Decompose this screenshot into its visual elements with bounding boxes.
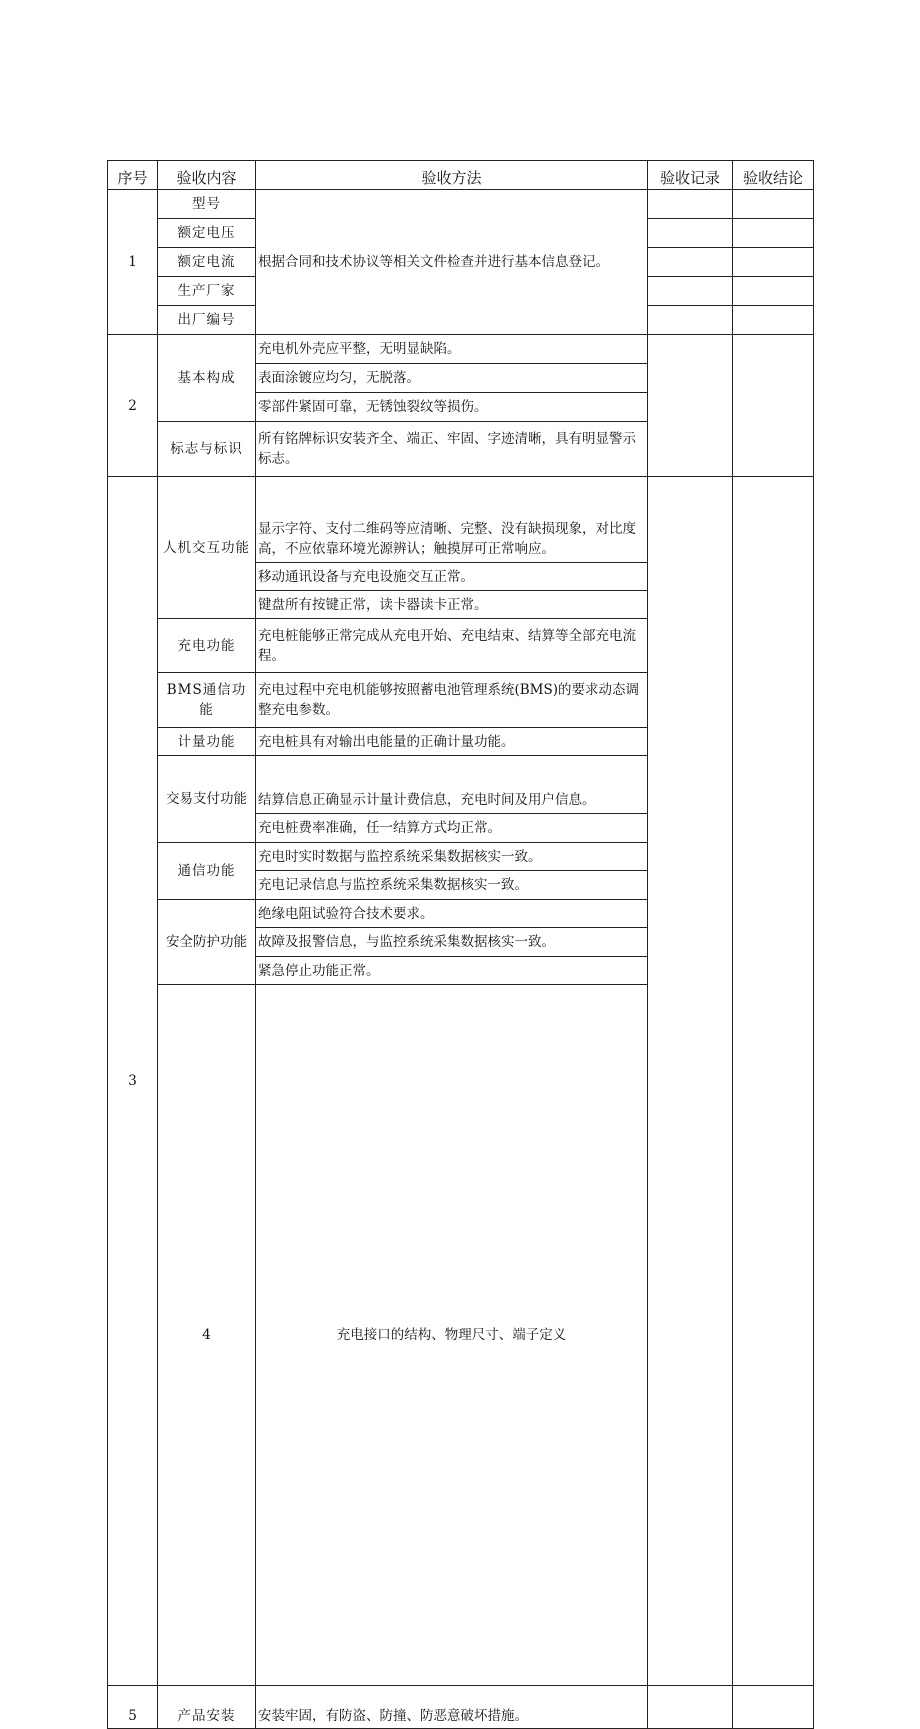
record-cell[interactable] bbox=[648, 248, 733, 277]
item-cell: 出厂编号 bbox=[158, 306, 256, 335]
record-cell[interactable] bbox=[648, 477, 733, 1686]
header-seq: 序号 bbox=[108, 161, 158, 190]
conclusion-cell[interactable] bbox=[733, 190, 814, 219]
table-row bbox=[108, 335, 814, 364]
method-cell: 充电时实时数据与监控系统采集数据核实一致。 bbox=[256, 843, 648, 871]
table-row bbox=[108, 477, 814, 563]
item-cell: 生产厂家 bbox=[158, 277, 256, 306]
method-cell: 充电桩具有对输出电能量的正确计量功能。 bbox=[256, 728, 648, 756]
seq-cell: 1 bbox=[108, 190, 158, 335]
item-cell: 基本构成 bbox=[158, 335, 256, 422]
header-method: 验收方法 bbox=[256, 161, 648, 190]
conclusion-cell[interactable] bbox=[733, 335, 814, 477]
header-row bbox=[108, 161, 814, 190]
method-cell: 键盘所有按键正常，读卡器读卡正常。 bbox=[256, 591, 648, 619]
conclusion-cell[interactable] bbox=[733, 1686, 814, 1729]
method-cell: 故障及报警信息，与监控系统采集数据核实一致。 bbox=[256, 928, 648, 957]
item-cell: 型号 bbox=[158, 190, 256, 219]
seq-cell: 5 bbox=[108, 1686, 158, 1729]
conclusion-cell[interactable] bbox=[733, 277, 814, 306]
item-cell: 标志与标识 bbox=[158, 422, 256, 477]
record-cell[interactable] bbox=[648, 190, 733, 219]
method-cell: 零部件紧固可靠，无锈蚀裂纹等损伤。 bbox=[256, 393, 648, 422]
record-cell[interactable] bbox=[648, 306, 733, 335]
acceptance-table bbox=[107, 160, 814, 1729]
item-cell: 安全防护功能 bbox=[158, 900, 256, 985]
header-conclusion: 验收结论 bbox=[733, 161, 814, 190]
record-cell[interactable] bbox=[648, 277, 733, 306]
table-row bbox=[108, 190, 814, 219]
method-cell: 安装牢固，有防盗、防撞、防恶意破坏措施。 bbox=[256, 1686, 648, 1729]
method-cell: 紧急停止功能正常。 bbox=[256, 957, 648, 985]
item-cell: 人机交互功能 bbox=[158, 477, 256, 619]
seq-cell: 3 bbox=[108, 477, 158, 1686]
item-cell: 交易支付功能 bbox=[158, 756, 256, 843]
record-cell[interactable] bbox=[648, 219, 733, 248]
item-cell: 计量功能 bbox=[158, 728, 256, 756]
method-cell: 表面涂镀应均匀，无脱落。 bbox=[256, 364, 648, 393]
item-cell: 产品安装 bbox=[158, 1686, 256, 1729]
method-cell: 结算信息正确显示计量计费信息，充电时间及用户信息。 bbox=[256, 756, 648, 814]
record-cell[interactable] bbox=[648, 335, 733, 477]
method-cell: 充电记录信息与监控系统采集数据核实一致。 bbox=[256, 871, 648, 900]
conclusion-cell[interactable] bbox=[733, 219, 814, 248]
method-cell: 所有铭牌标识安装齐全、端正、牢固、字迹清晰，具有明显警示标志。 bbox=[256, 422, 648, 477]
record-cell[interactable] bbox=[648, 1686, 733, 1729]
header-record: 验收记录 bbox=[648, 161, 733, 190]
item-cell: 充电接口的结构、物理尺寸、端子定义 bbox=[256, 985, 648, 1686]
item-cell: 通信功能 bbox=[158, 843, 256, 900]
seq-cell: 2 bbox=[108, 335, 158, 477]
item-cell: 额定电流 bbox=[158, 248, 256, 277]
method-cell: 充电过程中充电机能够按照蓄电池管理系统(BMS)的要求动态调整充电参数。 bbox=[256, 673, 648, 728]
conclusion-cell[interactable] bbox=[733, 306, 814, 335]
table-row bbox=[108, 1686, 814, 1729]
method-cell: 绝缘电阻试验符合技术要求。 bbox=[256, 900, 648, 928]
item-cell: 充电功能 bbox=[158, 619, 256, 673]
conclusion-cell[interactable] bbox=[733, 248, 814, 277]
method-cell: 充电桩费率准确，任一结算方式均正常。 bbox=[256, 814, 648, 843]
method-cell: 根据合同和技术协议等相关文件检查并进行基本信息登记。 bbox=[256, 190, 648, 335]
method-cell: 显示字符、支付二维码等应清晰、完整、没有缺损现象，对比度高，不应依靠环境光源辨认；触摸屏可正常响应。 bbox=[256, 477, 648, 563]
header-content: 验收内容 bbox=[158, 161, 256, 190]
item-cell: 额定电压 bbox=[158, 219, 256, 248]
method-cell: 移动通讯设备与充电设施交互正常。 bbox=[256, 563, 648, 591]
item-cell: BMS通信功能 bbox=[158, 673, 256, 728]
method-cell: 充电机外壳应平整，无明显缺陷。 bbox=[256, 335, 648, 364]
seq-cell: 4 bbox=[158, 985, 256, 1686]
method-cell: 充电桩能够正常完成从充电开始、充电结束、结算等全部充电流程。 bbox=[256, 619, 648, 673]
conclusion-cell[interactable] bbox=[733, 477, 814, 1686]
